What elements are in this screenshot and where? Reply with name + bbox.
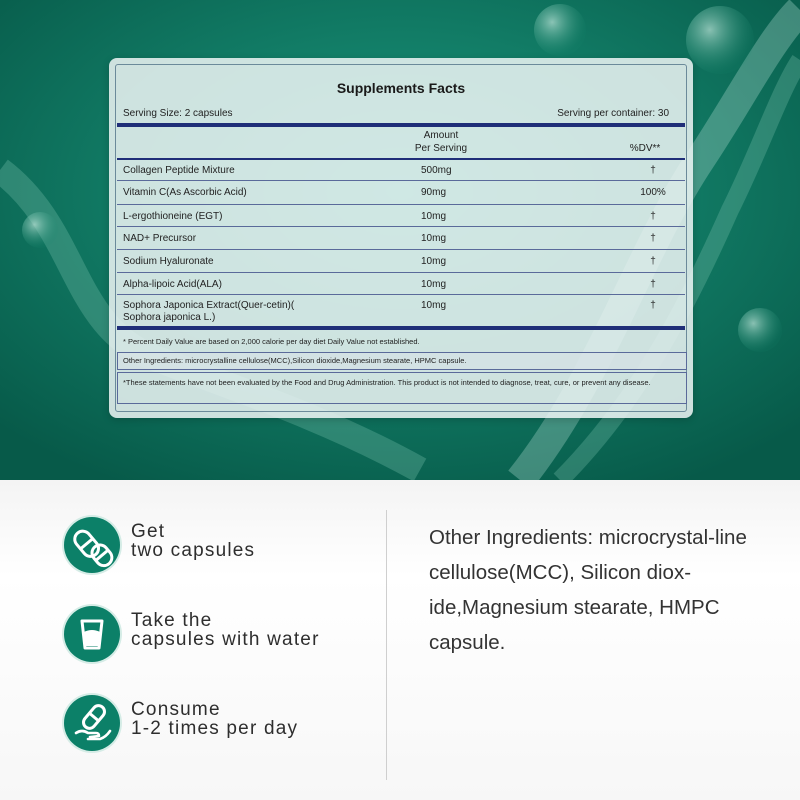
ingredient-amount: 10mg — [421, 300, 447, 311]
ingredient-name: Alpha-lipoic Acid(ALA) — [123, 279, 222, 290]
ingredient-amount: 90mg — [421, 187, 447, 198]
water-glass-icon — [64, 606, 120, 662]
facts-title: Supplements Facts — [336, 80, 466, 96]
ingredient-name: Collagen Peptide Mixture — [123, 165, 235, 176]
fda-disclaimer-text: *These statements have not been evaluated by the Food and Drug Administration. This product is not intended to diagnose, treat, cure, or prevent any disease. — [123, 378, 651, 387]
step-text — [131, 611, 320, 649]
capsules-icon — [64, 517, 120, 573]
row-divider — [117, 226, 685, 227]
ingredient-amount: 10mg — [421, 256, 447, 267]
dv-header: %DV** — [629, 143, 661, 154]
servings-per-container: Serving per container: 30 — [557, 108, 669, 119]
serving-size: Serving Size: 2 capsules — [123, 108, 233, 119]
footer-divider — [117, 326, 685, 330]
other-ingredients-large: Other Ingredients: microcrystal-line cellulose(MCC), Silicon diox-ide,Magnesium stearate, HMPC capsule. — [429, 526, 747, 654]
header-divider — [117, 123, 685, 127]
step-line1: Consume — [131, 699, 221, 720]
amount-header-line1: Amount — [423, 130, 459, 141]
amount-header-line2: Per Serving — [414, 143, 468, 154]
step-line2: capsules with water — [131, 629, 320, 650]
ingredient-dv: † — [650, 279, 656, 290]
ingredient-name: L-ergothioneine (EGT) — [123, 211, 223, 222]
step-text — [131, 522, 255, 560]
step-get-capsules — [64, 517, 384, 575]
ingredient-dv: † — [650, 233, 656, 244]
ingredient-amount: 500mg — [421, 165, 452, 176]
other-ingredients-box — [117, 352, 687, 370]
step-line2: 1-2 times per day — [131, 718, 299, 739]
ingredient-amount: 10mg — [421, 279, 447, 290]
daily-value-note: * Percent Daily Value are based on 2,000 calorie per day diet Daily Value not established. — [123, 337, 420, 346]
row-divider — [117, 294, 685, 295]
step-line1: Take the — [131, 610, 213, 631]
ingredient-name: Sodium Hyaluronate — [123, 256, 214, 267]
step-text — [131, 700, 298, 738]
ingredient-dv: † — [650, 256, 656, 267]
amount-header — [399, 129, 483, 155]
row-divider — [117, 272, 685, 273]
ingredient-dv: † — [650, 165, 656, 176]
ingredient-dv: † — [650, 300, 656, 311]
step-take-with-water — [64, 606, 384, 664]
other-ingredients-text: Other Ingredients: microcrystalline cellulose(MCC),Silicon dioxide,Magnesium stearate, HPMC capsule. — [123, 356, 467, 365]
ingredient-name: NAD+ Precursor — [123, 233, 197, 244]
ingredient-name: Sophora Japonica Extract(Quer-cetin)( Sophora japonica L.) — [123, 300, 295, 323]
ingredient-dv: † — [650, 211, 656, 222]
ingredient-amount: 10mg — [421, 233, 447, 244]
supplement-facts-panel — [109, 58, 693, 418]
ingredient-amount: 10mg — [421, 211, 447, 222]
column-divider — [117, 158, 685, 160]
row-divider — [117, 249, 685, 250]
row-divider — [117, 180, 685, 181]
row-divider — [117, 204, 685, 205]
step-line2: two capsules — [131, 540, 256, 561]
step-consume-daily — [64, 695, 384, 753]
step-line1: Get — [131, 521, 166, 542]
ingredient-name: Vitamin C(As Ascorbic Acid) — [123, 187, 247, 198]
capsule-hand-icon — [64, 695, 120, 751]
ingredient-dv: 100% — [640, 187, 666, 198]
fda-disclaimer-box — [117, 372, 687, 404]
vertical-divider — [386, 510, 387, 780]
